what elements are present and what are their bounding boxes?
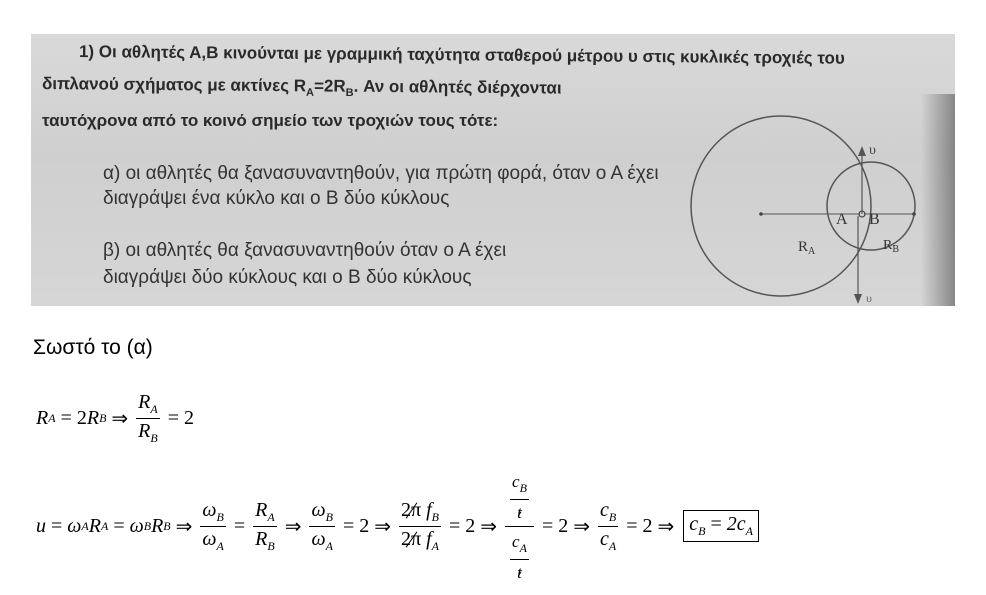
label-b: B (869, 211, 880, 228)
eq2-frac-ct-den (505, 527, 534, 583)
eq2-fr-sub-a: A (267, 509, 275, 524)
eq2-sub-4: B (163, 518, 171, 533)
eq2-ff-sub-b: B (431, 509, 439, 524)
label-a: A (836, 211, 848, 228)
eq2-ct-sub-a: A (519, 540, 527, 555)
velocity-arrowhead-down (854, 294, 862, 304)
eq1-two: 2 (76, 406, 87, 429)
eq2-implies-6: ⇒ (657, 515, 675, 538)
eq2-omega-b: ω (129, 514, 144, 537)
eq2-r-b: R (151, 514, 164, 537)
eq2-frac-c (598, 499, 618, 554)
eq2-frac-f-num (399, 499, 441, 527)
eq2-eq-3: = (233, 514, 246, 537)
question-line-3: ταυτόχρονα από το κοινό σημείο των τροχιών τους τότε: (42, 111, 499, 130)
question-line-2-pre: διπλανού σχήματος με ακτίνες R (41, 74, 307, 96)
eq1-fraction-den (136, 419, 160, 446)
eq2-eq-4: = (342, 514, 355, 537)
question-photo (31, 34, 955, 306)
orbits-diagram (686, 106, 926, 306)
eq1-equals: = (60, 406, 72, 429)
eq2-final-eq: = (710, 513, 722, 535)
orbit-circle-a (691, 116, 871, 296)
eq2-frac-omega-2-num (309, 499, 334, 527)
question-line-1: 1) Οι αθλητές Α,Β κινούνται με γραμμική ταχύτητα σταθερού μέτρου υ στις κυκλικές τροχιές του (78, 42, 845, 68)
eq2-frac-r (253, 499, 277, 554)
label-rb-sub: B (892, 244, 900, 255)
eq2-eq-5: = (449, 514, 461, 537)
eq2-two-1: 2 (359, 514, 370, 537)
eq2-final-c: c (689, 513, 699, 535)
eq2-two-2: 2 (465, 514, 476, 537)
eq1-implies: ⇒ (111, 407, 129, 430)
eq2-eq-7: = (626, 514, 638, 537)
eq1-frac-sub-b: B (150, 430, 158, 445)
question-line-2-sub-a: A (305, 86, 315, 99)
eq2-implies-3: ⇒ (374, 515, 391, 538)
eq2-ct-t-bot: t (517, 562, 522, 582)
eq2-two-3: 2 (558, 514, 569, 537)
eq2-frac-ct-top (510, 472, 529, 523)
eq2-eq-1: = (51, 514, 63, 537)
center-dot-b (912, 212, 916, 216)
eq2-frac-omega-2-den (309, 527, 334, 554)
eq2-implies-2: ⇒ (284, 515, 302, 538)
eq2-ct-bot-num (510, 532, 529, 560)
eq2-frac-ct-num (505, 470, 534, 527)
eq2-ff-f-top: f (426, 498, 432, 521)
eq2-frac-ct (505, 470, 534, 583)
center-dot-a (759, 212, 763, 216)
eq2-eq-2: = (113, 514, 125, 537)
question-line-2-sub-b: B (345, 87, 354, 100)
eq2-sub-3: B (143, 518, 152, 533)
eq2-fo-sub-a: A (216, 538, 224, 553)
eq1-r: R (36, 406, 49, 429)
eq1-fraction-num (136, 391, 160, 419)
eq2-fo-sub-b: B (216, 509, 224, 524)
eq2-omega-a: ω (67, 514, 82, 537)
eq2-ff-f-bot: f (426, 527, 432, 550)
eq2-u: u (36, 514, 46, 537)
eq2-frac-omega-num (200, 499, 225, 527)
eq2-fo-omega-b: ω (202, 498, 217, 521)
eq2-fc-c-b: c (599, 498, 609, 521)
label-rb (883, 238, 899, 255)
eq2-final-result (683, 510, 759, 542)
eq1-equals-2: = (167, 406, 180, 429)
eq2-fo-omega-a: ω (202, 527, 217, 550)
eq2-ct-top-num (510, 472, 529, 500)
eq2-fo2-omega-b: ω (311, 498, 326, 521)
eq1-frac-sub-a: A (150, 401, 158, 416)
eq2-fr-sub-b: B (267, 538, 275, 553)
eq2-r-a: R (88, 514, 101, 537)
eq2-final-sub-b: B (698, 524, 706, 538)
option-b-line-1: β) οι αθλητές θα ξανασυναντηθούν όταν ο Α έχει (103, 240, 507, 261)
eq2-fo2-omega-a: ω (311, 527, 326, 550)
eq2-implies-4: ⇒ (480, 515, 498, 538)
eq1-sub-a: A (48, 410, 56, 425)
eq1-result: 2 (184, 406, 195, 429)
eq2-frac-r-num (253, 499, 277, 527)
eq2-frac-r-den (253, 527, 277, 554)
label-ra (798, 239, 816, 257)
eq2-fc-sub-a: A (608, 538, 617, 553)
eq2-frac-omega (200, 499, 225, 554)
eq2-fc-c-a: c (599, 527, 609, 550)
eq1-sub-b: B (99, 410, 107, 425)
eq2-final-2c: 2c (726, 513, 746, 535)
label-rb-r: R (883, 238, 893, 253)
option-b-line-2: διαγράψει δύο κύκλους και ο Β δύο κύκλους (103, 267, 472, 288)
eq1-r2: R (86, 406, 100, 429)
eq1-frac-r-bot: R (138, 419, 151, 442)
eq2-ff-2pi-bot: 2π (400, 527, 422, 550)
eq1-frac-r-top: R (138, 390, 151, 413)
eq2-two-4: 2 (642, 514, 653, 537)
eq2-sub-2: A (100, 518, 109, 533)
eq2-implies-1: ⇒ (175, 515, 193, 538)
label-velocity-top: υ (869, 143, 876, 158)
eq2-ff-sub-a: A (431, 538, 439, 553)
question-line-2-post: . Αν οι αθλητές διέρχονται (353, 76, 562, 98)
eq2-frac-omega-den (200, 527, 225, 554)
eq2-frac-ct-bottom (510, 532, 529, 583)
eq2-implies-5: ⇒ (573, 515, 590, 538)
equation-radius-ratio (36, 386, 194, 450)
eq2-fr-r-b: R (255, 527, 268, 550)
eq2-ct-sub-b: B (519, 480, 527, 495)
eq2-ff-2pi-top: 2π (400, 498, 422, 521)
option-a-line-2: διαγράψει ένα κύκλο και ο Β δύο κύκλους (103, 188, 450, 209)
eq2-fr-r-a: R (255, 498, 268, 521)
eq2-sub-1: A (81, 518, 89, 533)
answer-text: Σωστό το (α) (33, 336, 153, 359)
question-line-2-mid: =2R (313, 76, 346, 96)
equation-derivation (36, 466, 759, 586)
eq2-frac-f (399, 499, 441, 554)
eq2-ct-top-den (515, 500, 524, 523)
eq2-frac-c-den (598, 527, 618, 554)
option-a-line-1: α) οι αθλητές θα ξανασυναντηθούν, για πρώτη φορά, όταν ο Α έχει (103, 163, 659, 184)
eq1-fraction (136, 391, 160, 446)
velocity-arrowhead-up (858, 146, 866, 156)
eq2-frac-omega-2 (309, 499, 334, 554)
question-line-2 (42, 74, 562, 101)
eq2-fc-sub-b: B (608, 509, 617, 524)
eq2-ct-bot-den (515, 560, 524, 583)
eq2-final-sub-a: A (745, 524, 754, 538)
photo-edge-shadow (921, 94, 955, 306)
eq2-ct-c-a: c (512, 531, 520, 551)
eq2-frac-f-den (399, 527, 441, 554)
eq2-fo2-sub-a: A (325, 538, 333, 553)
eq2-eq-6: = (541, 514, 554, 537)
label-velocity-bottom: υ (866, 291, 872, 305)
eq2-ct-t-top: t (517, 502, 522, 522)
eq2-frac-c-num (598, 499, 618, 527)
label-ra-r: R (798, 239, 809, 255)
eq2-ct-c-b: c (512, 471, 520, 491)
eq2-fo2-sub-b: B (325, 509, 333, 524)
label-ra-sub: A (808, 246, 816, 257)
